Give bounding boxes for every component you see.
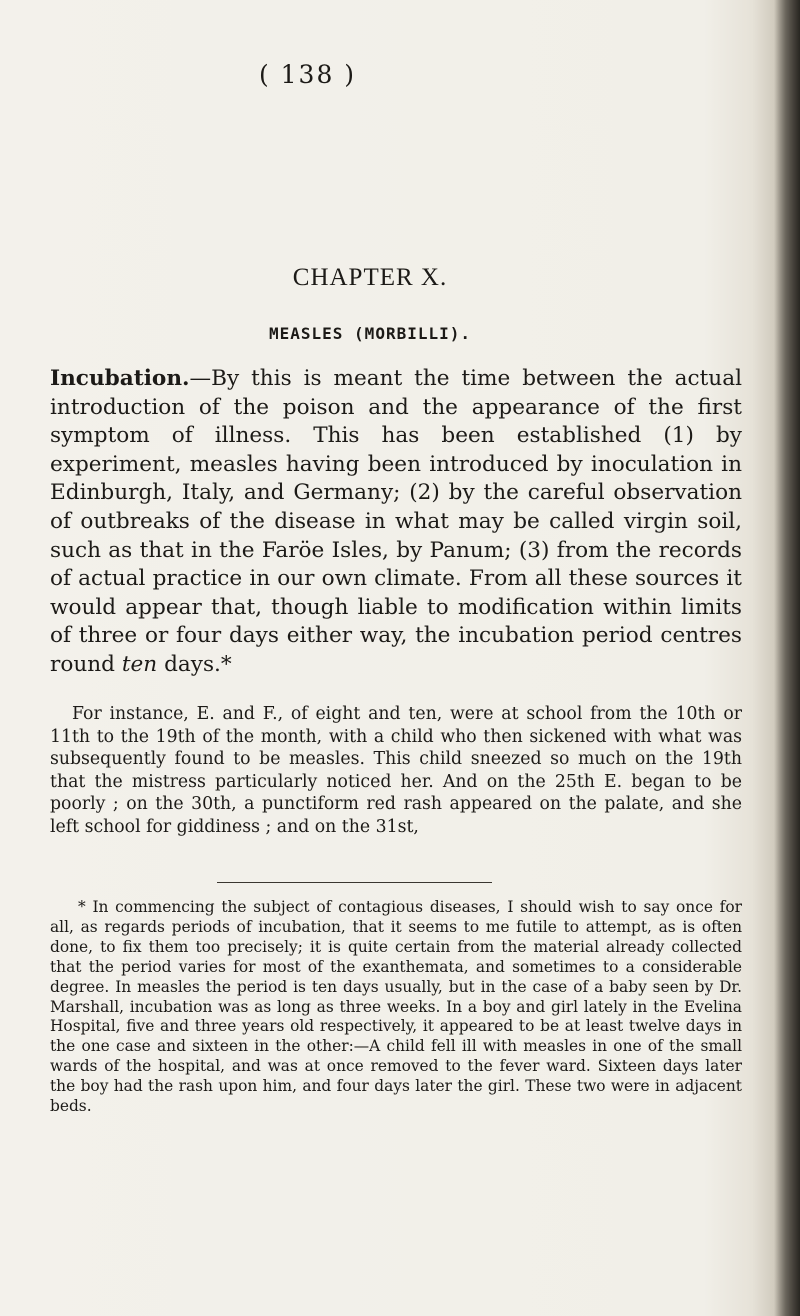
paragraph-text-2: days.* [157, 651, 232, 677]
footnote: * In commencing the subject of contagious diseases, I should wish to say once for all, as regards periods of incubation, that it seems to me futile to attempt, as is often done, to fix them too precisely; it is quite certain from the material already collected that the period varies for most of the exanthemata, and sometimes to a considerable degree. In measles the period is ten days usually, but in the case of a baby seen by Dr. Marshall, incubation was as long as three weeks. In a boy and girl lately in the Evelina Hospital, five and three years old respectively, it appeared to be at least twelve days in the one case and sixteen in the other:—A child fell ill with measles in one of the small wards of the hospital, and was at once removed to the fever ward. Sixteen days later the boy had the rash upon him, and four days later the girl. These two were in adjacent beds. [50, 898, 742, 1116]
chapter-subtitle: MEASLES (MORBILLI). [268, 324, 472, 343]
example-paragraph: For instance, E. and F., of eight and ten, were at school from the 10th or 11th to the 19th of the month, with a child who then sickened with what was subsequently found to be measles. This child sneezed so much on the 19th that the mistress particularly noticed her. And on the 25th E. began to be poorly ; on the 30th, a punctiform red rash appeared on the palate, and she left school for giddiness ; and on the 31st, [50, 704, 742, 837]
book-spine-shadow [774, 0, 800, 1316]
page-number: ( 138 ) [258, 60, 357, 89]
chapter-title: CHAPTER X. [292, 264, 448, 291]
incubation-paragraph [50, 365, 742, 680]
paragraph-text-1: —By this is meant the time between the actual introduction of the poison and the appearance of the first symptom of illness. This has been established (1) by experiment, measles having been introduced by inoculation in Edinburgh, Italy, and Germany; (2) by the careful observation of outbreaks of the disease in what may be called virgin soil, such as that in the Faröe Isles, by Panum; (3) from the records of actual practice in our own climate. From all these sources it would appear that, though liable to modification within limits of three or four days either way, the incubation period centres round [50, 366, 742, 677]
footnote-divider [217, 882, 492, 883]
section-lead: Incubation. [50, 366, 190, 391]
paragraph-italic: ten [121, 651, 158, 677]
